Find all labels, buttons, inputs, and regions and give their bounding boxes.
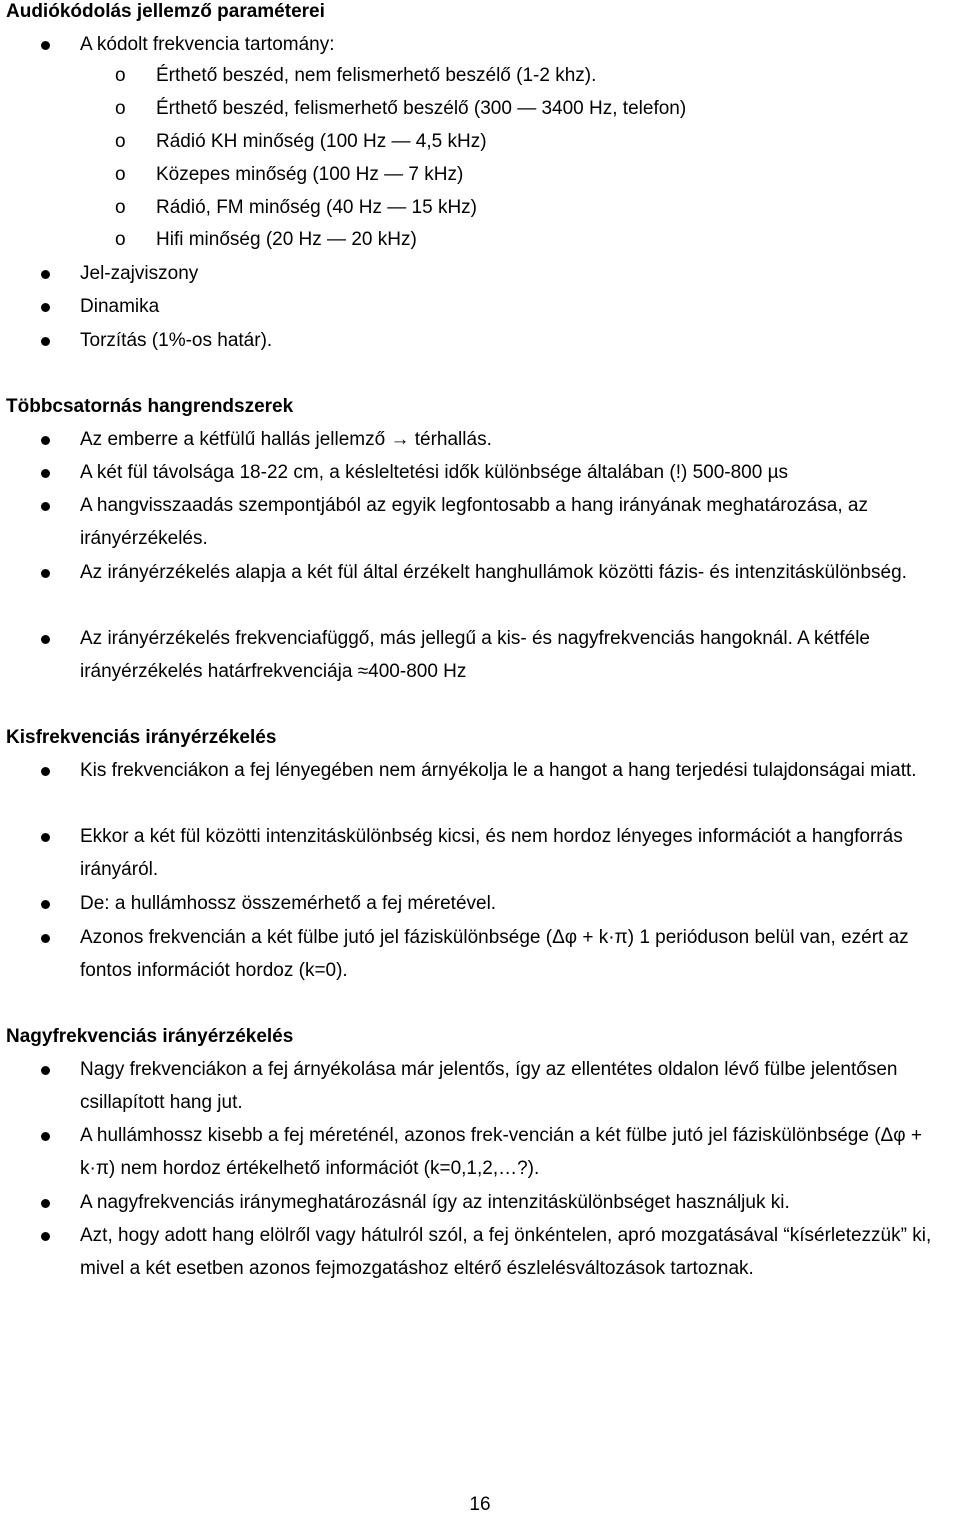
bullet-icon	[41, 934, 50, 943]
bullet-icon	[41, 303, 50, 312]
circle-bullet-icon: o	[115, 197, 126, 218]
circle-bullet-icon: o	[115, 65, 126, 86]
bullet-icon	[41, 569, 50, 578]
list-item: Azt, hogy adott hang elölről vagy hátulról szól, a fej önkéntelen, apró mozgatásával “kísérletezzük” ki, mivel a két esetben azonos fejmozgatáshoz eltérő észlelésváltozások tartoznak.	[80, 1225, 932, 1279]
bullet-icon	[41, 1132, 50, 1141]
sub-list-item: Érthető beszéd, nem felismerhető beszélő (1-2 khz).	[156, 65, 597, 86]
list-item: A nagyfrekvenciás iránymeghatározásnál így az intenzitáskülönbséget használjuk ki.	[80, 1192, 790, 1213]
circle-bullet-icon: o	[115, 229, 126, 250]
section-heading-high-frequency: Nagyfrekvenciás irányérzékelés	[6, 1026, 294, 1047]
section-heading-audio-coding: Audiókódolás jellemző paraméterei	[6, 1, 325, 22]
sub-list-item: Hifi minőség (20 Hz — 20 kHz)	[156, 229, 417, 250]
list-item: A kódolt frekvencia tartomány:	[80, 34, 335, 55]
bullet-icon	[41, 469, 50, 478]
sub-list-item: Érthető beszéd, felismerhető beszélő (300 — 3400 Hz, telefon)	[156, 98, 687, 119]
list-item: A hullámhossz kisebb a fej méreténél, azonos frek-vencián a két fülbe jutó jel fáziskülönbsége (Δφ + k·π) nem hordoz értékelhető információt (k=0,1,2,…?).	[80, 1125, 922, 1179]
list-item: A hangvisszaadás szempontjából az egyik legfontosabb a hang irányának meghatározása, az irányérzékelés.	[80, 495, 868, 549]
circle-bullet-icon: o	[115, 164, 126, 185]
list-item: Azonos frekvencián a két fülbe jutó jel fáziskülönbsége (Δφ + k·π) 1 perióduson belül van, ezért az fontos információt hordoz (k=0).	[80, 927, 909, 981]
section-heading-low-frequency: Kisfrekvenciás irányérzékelés	[6, 727, 277, 748]
list-item: Kis frekvenciákon a fej lényegében nem árnyékolja le a hangot a hang terjedési tulajdonságai miatt.	[80, 760, 917, 781]
sub-list-item: Közepes minőség (100 Hz — 7 kHz)	[156, 164, 464, 185]
bullet-icon	[41, 900, 50, 909]
sub-list-item: Rádió, FM minőség (40 Hz — 15 kHz)	[156, 197, 477, 218]
list-item: A két fül távolsága 18-22 cm, a késleltetési idők különbsége általában (!) 500-800 µs	[80, 462, 789, 483]
section-heading-multichannel: Többcsatornás hangrendszerek	[6, 396, 294, 417]
bullet-icon	[41, 502, 50, 511]
list-item: Az emberre a kétfülű hallás jellemző → térhallás.	[80, 429, 492, 450]
bullet-icon	[41, 635, 50, 644]
bullet-icon	[41, 41, 50, 50]
circle-bullet-icon: o	[115, 98, 126, 119]
list-item: De: a hullámhossz összemérhető a fej méretével.	[80, 893, 497, 914]
bullet-icon	[41, 1199, 50, 1208]
list-item: Nagy frekvenciákon a fej árnyékolása már jelentős, így az ellentétes oldalon lévő fülbe jelentősen csillapított hang jut.	[80, 1059, 898, 1113]
bullet-icon	[41, 767, 50, 776]
list-item: Dinamika	[80, 296, 160, 317]
list-item: Az irányérzékelés alapja a két fül által érzékelt hanghullámok közötti fázis- és intenzitáskülönbség.	[80, 562, 907, 583]
bullet-icon	[41, 436, 50, 445]
sub-list-item: Rádió KH minőség (100 Hz — 4,5 kHz)	[156, 131, 487, 152]
list-item: Torzítás (1%-os határ).	[80, 330, 273, 351]
list-item: Ekkor a két fül közötti intenzitáskülönbség kicsi, és nem hordoz lényeges információt a hangforrás irányáról.	[80, 826, 903, 880]
bullet-icon	[41, 270, 50, 279]
bullet-icon	[41, 337, 50, 346]
page-number: 16	[469, 1494, 491, 1515]
circle-bullet-icon: o	[115, 131, 126, 152]
list-item: Jel-zajviszony	[80, 263, 199, 284]
list-item: Az irányérzékelés frekvenciafüggő, más jellegű a kis- és nagyfrekvenciás hangoknál. A kétféle irányérzékelés határfrekvenciája ≈400-800 Hz	[80, 628, 870, 682]
bullet-icon	[41, 833, 50, 842]
bullet-icon	[41, 1232, 50, 1241]
bullet-icon	[41, 1066, 50, 1075]
